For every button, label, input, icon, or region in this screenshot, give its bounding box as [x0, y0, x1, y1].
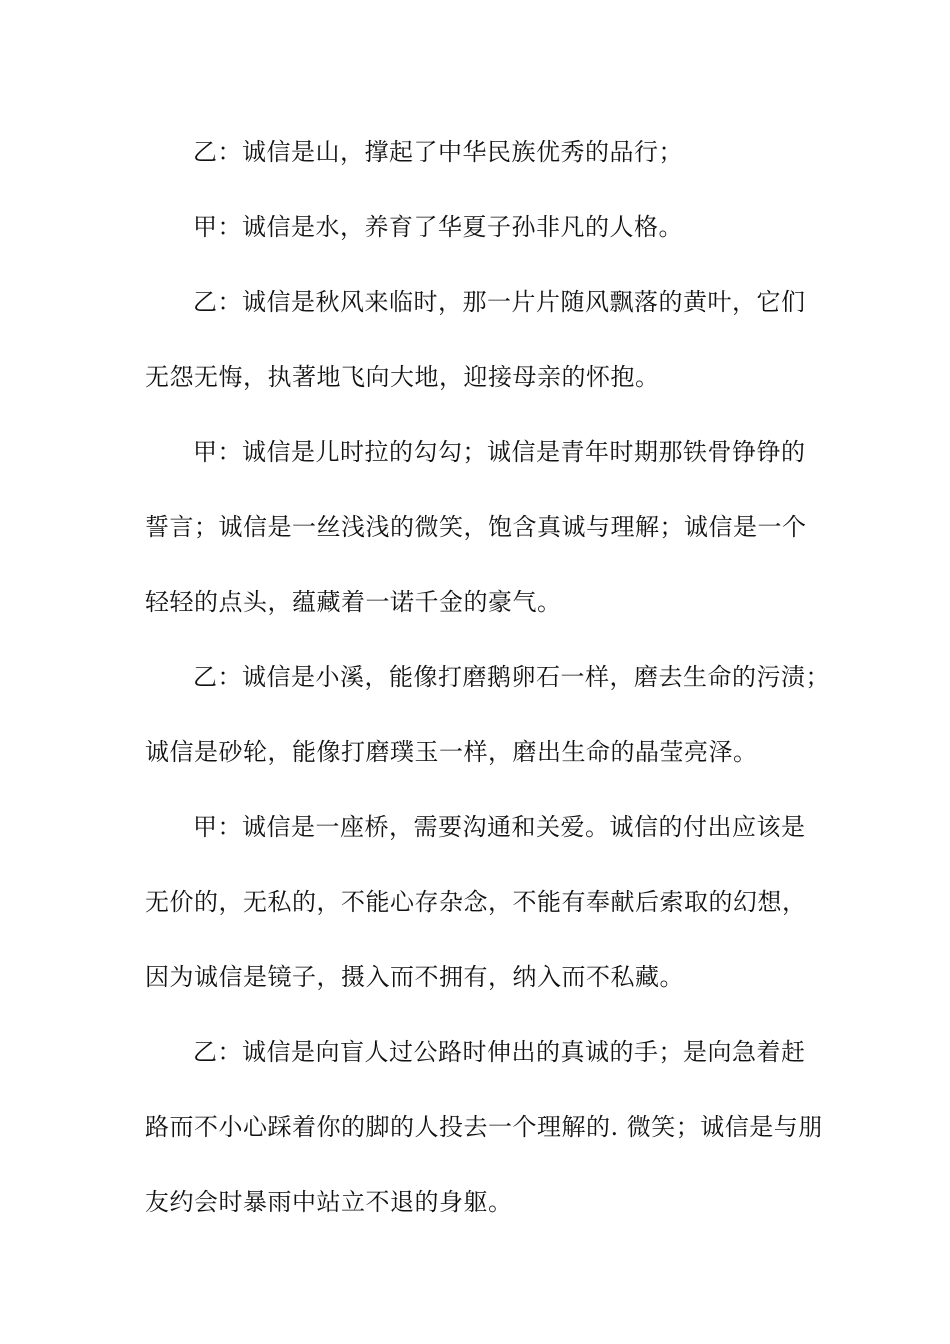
paragraph-1 [145, 115, 825, 190]
document-body [145, 115, 830, 1240]
text-line: 甲：诚信是一座桥，需要沟通和关爱。诚信的付出应该是 [193, 813, 806, 841]
text-line: 无怨无悔，执著地飞向大地，迎接母亲的怀抱。 [145, 363, 660, 391]
text-line: 乙：诚信是山，撑起了中华民族优秀的品行； [193, 138, 683, 166]
text-line: 因为诚信是镜子，摄入而不拥有，纳入而不私藏。 [145, 963, 684, 991]
text-line: 乙：诚信是秋风来临时，那一片片随风飘落的黄叶，它们 [193, 288, 806, 316]
text-line: 路而不小心踩着你的脚的人投去一个理解的. 微笑；诚信是与朋 [145, 1113, 823, 1141]
text-line: 友约会时暴雨中站立不退的身躯。 [145, 1188, 513, 1216]
paragraph-7 [145, 1015, 825, 1240]
text-line: 誓言；诚信是一丝浅浅的微笑，饱含真诚与理解；诚信是一个 [145, 513, 807, 541]
text-line: 轻轻的点头，蕴藏着一诺千金的豪气。 [145, 588, 562, 616]
text-line: 乙：诚信是向盲人过公路时伸出的真诚的手；是向急着赶 [193, 1038, 806, 1066]
text-line: 乙：诚信是小溪，能像打磨鹅卵石一样，磨去生命的污渍； [193, 663, 830, 691]
text-line: 甲：诚信是水，养育了华夏子孙非凡的人格。 [193, 213, 683, 241]
paragraph-4 [145, 415, 825, 640]
text-line: 无价的，无私的，不能心存杂念，不能有奉献后索取的幻想， [145, 888, 807, 916]
paragraph-6 [145, 790, 825, 1015]
paragraph-2 [145, 190, 825, 265]
paragraph-5 [145, 640, 830, 790]
text-line: 诚信是砂轮，能像打磨璞玉一样，磨出生命的晶莹亮泽。 [145, 738, 758, 766]
text-line: 甲：诚信是儿时拉的勾勾；诚信是青年时期那铁骨铮铮的 [193, 438, 806, 466]
paragraph-3 [145, 265, 825, 415]
